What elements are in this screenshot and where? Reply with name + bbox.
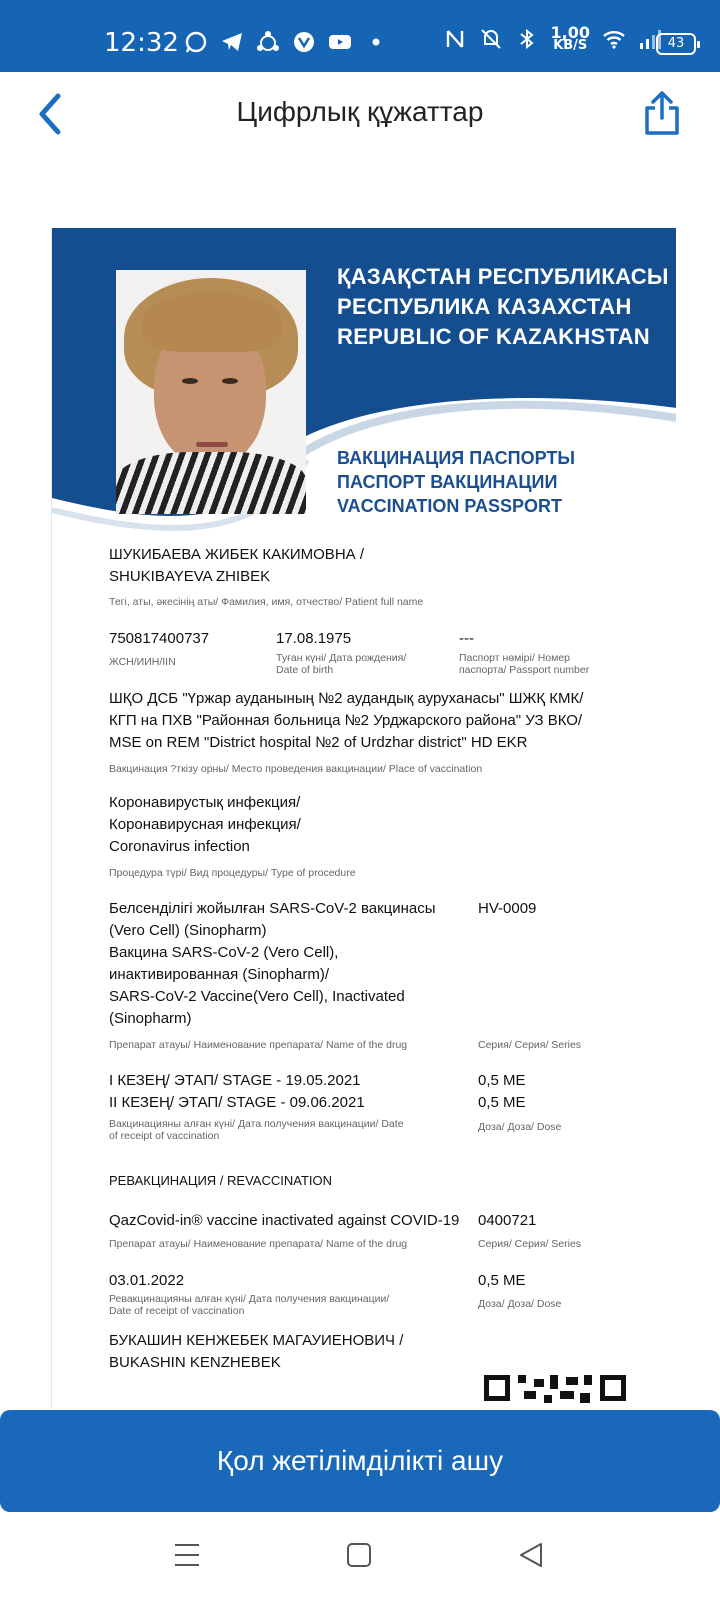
open-access-button[interactable]: Қол жетілімділікті ашу <box>0 1410 720 1512</box>
vaccination-date-label: Вакцинацияны алған күні/ Дата получения вакцинации/ Date of receipt of vaccination <box>109 1118 404 1142</box>
battery-icon: 43 <box>656 33 696 55</box>
qr-code <box>484 1375 626 1408</box>
doctor-name: БУКАШИН КЕНЖЕБЕК МАГАУИЕНОВИЧ / BUKASHIN KENZHEBEK <box>109 1332 404 1371</box>
revaccination-dose-label: Доза/ Доза/ Dose <box>478 1298 562 1310</box>
vaccination-passport-document[interactable] <box>51 228 676 1408</box>
revaccination-drug-label: Препарат атауы/ Наименование препарата/ Name of the drug <box>109 1238 408 1250</box>
telegram-icon <box>220 30 244 54</box>
dot-icon <box>364 30 388 54</box>
revaccination-series-label: Серия/ Серия/ Series <box>478 1238 582 1250</box>
mute-icon <box>479 27 503 51</box>
bluetooth-icon <box>515 27 539 51</box>
procedure-type: Коронавирустық инфекция/ Коронавирусная инфекция/ Coronavirus infection <box>109 794 301 855</box>
patient-photo <box>116 270 306 514</box>
youtube-icon <box>328 30 352 54</box>
vaccination-place: ШҚО ДСБ "Үржар ауданының №2 аудандық ауруханасы" ШЖҚ КМК/ КГП на ПХВ "Районная больница №2 Урджарского района" УЗ ВКО/ MSE on REM "District hospital №2 of Urdzhar district" HD EKR <box>109 690 584 751</box>
drug-name-label: Препарат атауы/ Наименование препарата/ Name of the drug <box>109 1039 408 1051</box>
passport-number-value: --- <box>459 630 474 647</box>
status-bar <box>0 0 720 72</box>
app-icon <box>292 30 316 54</box>
app-header <box>0 72 720 156</box>
patient-name: ШУКИБАЕВА ЖИБЕК КАКИМОВНА / SHUKIBAYEVA ZHIBEK <box>109 546 364 585</box>
revaccination-dose: 0,5 МЕ <box>478 1272 526 1289</box>
back-triangle-icon[interactable] <box>518 1542 544 1568</box>
wifi-icon <box>602 27 626 51</box>
dob-value: 17.08.1975 <box>276 630 352 647</box>
dose-label: Доза/ Доза/ Dose <box>478 1121 562 1133</box>
drug-series: HV-0009 <box>478 900 537 917</box>
passport-banner <box>52 228 676 548</box>
passport-title: ВАКЦИНАЦИЯ ПАСПОРТЫ ПАСПОРТ ВАКЦИНАЦИИ VACCINATION PASSPORT <box>337 448 576 516</box>
whatsapp-icon <box>184 30 208 54</box>
vaccination-doses: 0,5 МЕ 0,5 МЕ <box>478 1072 526 1111</box>
procedure-type-label: Процедура түрі/ Вид процедуры/ Type of procedure <box>109 867 356 879</box>
sync-icon <box>256 30 280 54</box>
country-name: ҚАЗАҚСТАН РЕСПУБЛИКАСЫ РЕСПУБЛИКА КАЗАХСТАН REPUBLIC OF KAZAKHSTAN <box>337 264 669 349</box>
vaccination-place-label: Вакцинация ?ткізу орны/ Место проведения вакцинации/ Place of vaccination <box>109 763 483 775</box>
revaccination-heading: РЕВАКЦИНАЦИЯ / REVACCINATION <box>109 1173 332 1188</box>
revaccination-drug: QazCovid-in® vaccine inactivated against COVID-19 <box>109 1212 460 1229</box>
vaccination-stages: I КЕЗЕҢ/ ЭТАП/ STAGE - 19.05.2021 II КЕЗЕҢ/ ЭТАП/ STAGE - 09.06.2021 <box>109 1072 365 1111</box>
iin-value: 750817400737 <box>109 630 210 647</box>
passport-number-label: Паспорт нөмірі/ Номер паспорта/ Passport number <box>459 652 590 676</box>
status-time: 12:32 <box>104 28 179 58</box>
drug-series-label: Серия/ Серия/ Series <box>478 1039 582 1051</box>
patient-name-label: Тегі, аты, әкесінің аты/ Фамилия, имя, отчество/ Patient full name <box>109 596 424 608</box>
page-title: Цифрлық құжаттар <box>236 96 484 127</box>
network-speed: 1,00 KB/S <box>550 23 590 53</box>
revaccination-date: 03.01.2022 <box>109 1272 185 1289</box>
navigation-bar <box>0 1512 720 1600</box>
share-icon[interactable] <box>642 90 682 136</box>
menu-icon[interactable] <box>174 1542 200 1568</box>
revaccination-series: 0400721 <box>478 1212 537 1229</box>
home-icon[interactable] <box>346 1542 372 1568</box>
nfc-icon <box>443 27 467 51</box>
dob-label: Туған күні/ Дата рождения/ Date of birth <box>276 652 407 676</box>
drug-name: Белсенділігі жойылған SARS-CoV-2 вакцинасы (Vero Cell) (Sinopharm) Вакцина SARS-CoV-2 (Vero Cell), инактивированная (Sinopharm)/ SARS-CoV-2 Vaccine(Vero Cell), Inactivated (Sinopharm) <box>109 900 436 1027</box>
iin-label: ЖСН/ИИН/IIN <box>109 656 176 668</box>
revaccination-date-label: Ревакцинацияны алған күні/ Дата получения вакцинации/ Date of receipt of vaccination <box>109 1293 390 1317</box>
